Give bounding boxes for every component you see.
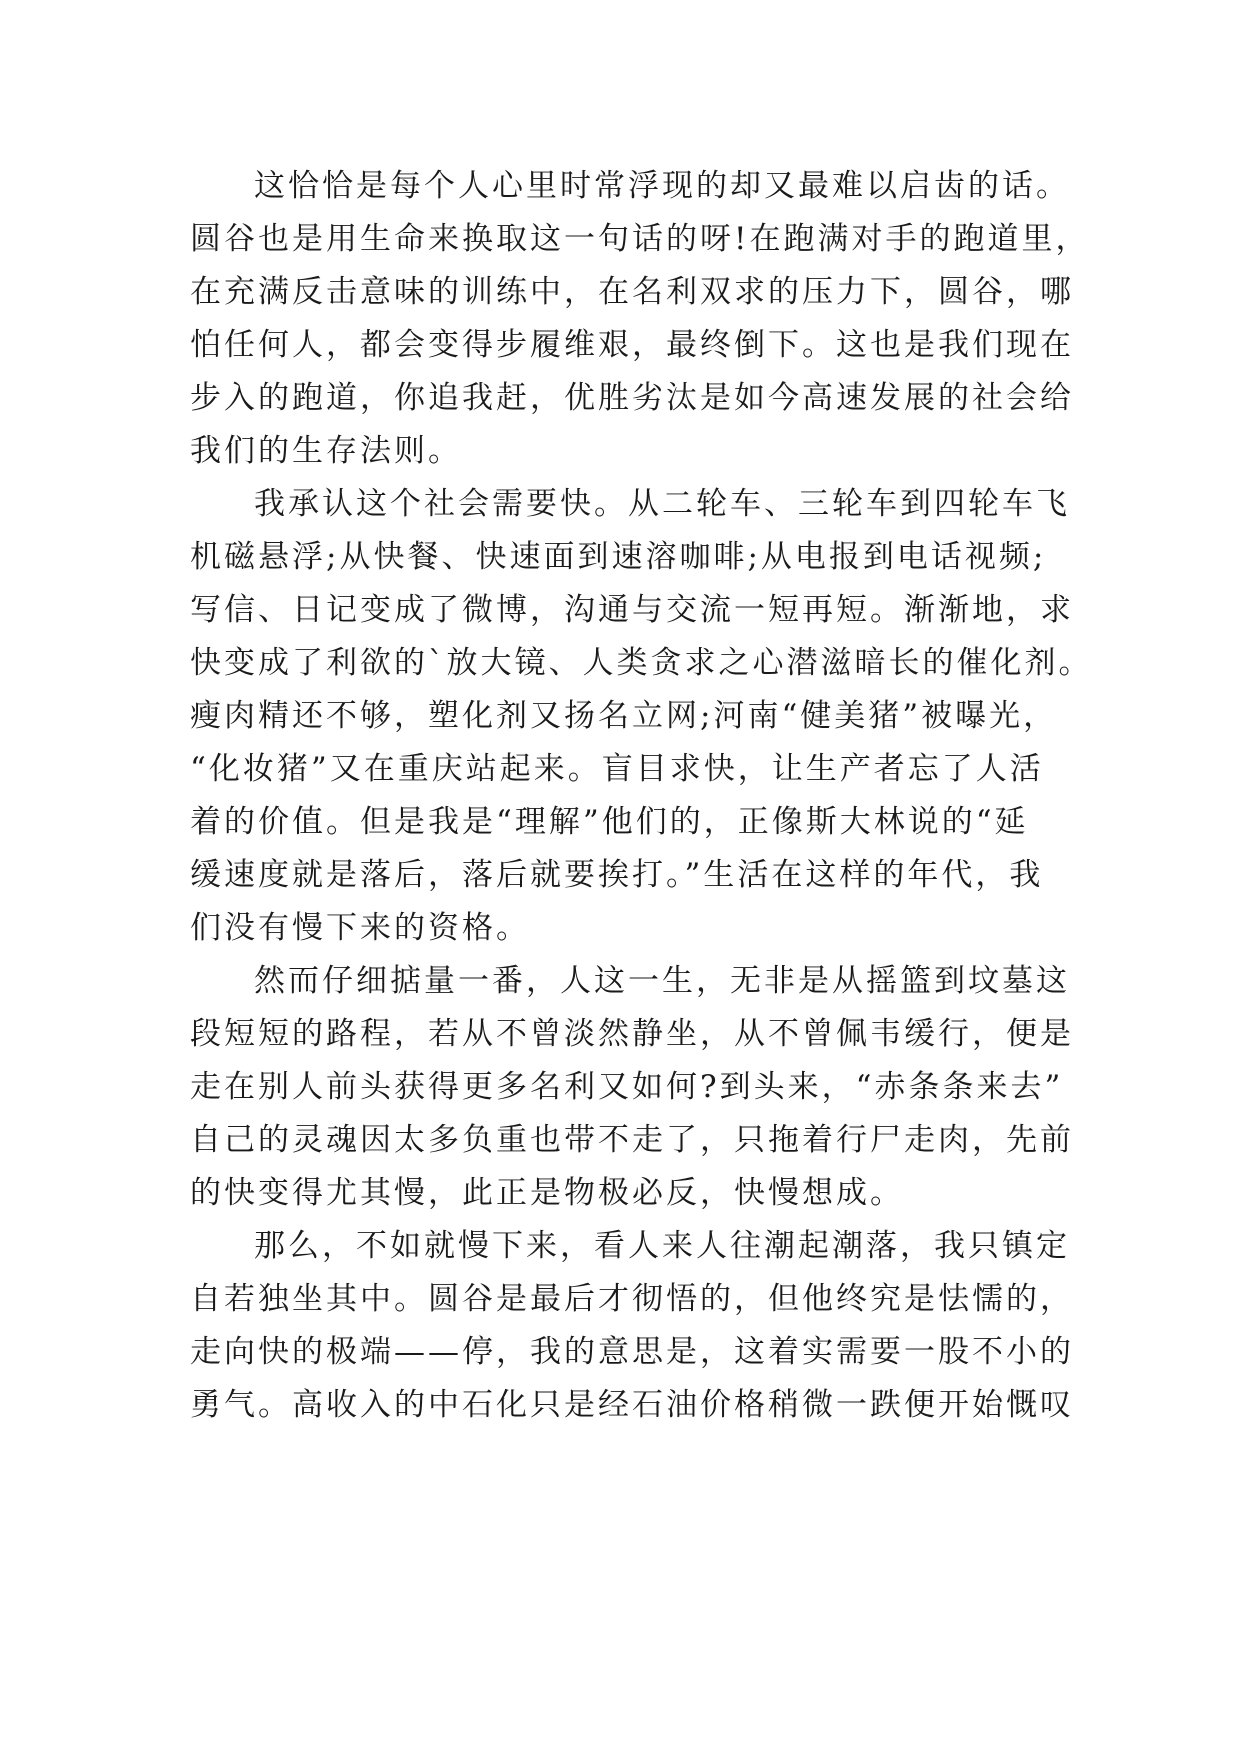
essay-body bbox=[190, 160, 1093, 1432]
paragraph-line: 勇气。高收入的中石化只是经石油价格稍微一跌便开始慨叹 bbox=[190, 1387, 1074, 1423]
paragraph-line: 段短短的路程，若从不曾淡然静坐，从不曾佩韦缓行，便是 bbox=[190, 1016, 1074, 1052]
paragraph-line: 自己的灵魂因太多负重也带不走了，只拖着行尸走肉，先前 bbox=[190, 1122, 1074, 1158]
paragraph-line: 们没有慢下来的资格。 bbox=[190, 910, 530, 946]
paragraph-line: 着的价值。但是我是“理解”他们的，正像斯大林说的“延 bbox=[190, 804, 1029, 840]
paragraph-line: 我承认这个社会需要快。从二轮车、三轮车到四轮车飞 bbox=[254, 486, 1070, 522]
paragraph-line: 自若独坐其中。圆谷是最后才彻悟的，但他终究是怯懦的， bbox=[190, 1281, 1074, 1317]
paragraph-line: 机磁悬浮;从快餐、快速面到速溶咖啡;从电报到电话视频; bbox=[190, 539, 1047, 575]
paragraph-line: “化妆猪”又在重庆站起来。盲目求快，让生产者忘了人活 bbox=[190, 751, 1044, 787]
paragraph-line: 缓速度就是落后，落后就要挨打。”生活在这样的年代，我 bbox=[190, 857, 1044, 893]
paragraph-line: 步入的跑道，你追我赶，优胜劣汰是如今高速发展的社会给 bbox=[190, 380, 1074, 416]
paragraph-line: 怕任何人，都会变得步履维艰，最终倒下。这也是我们现在 bbox=[190, 327, 1074, 363]
paragraph-line: 瘦肉精还不够，塑化剂又扬名立网;河南“健美猪”被曝光， bbox=[190, 698, 1058, 734]
paragraph-line: 的快变得尤其慢，此正是物极必反，快慢想成。 bbox=[190, 1175, 904, 1211]
paragraph-line: 圆谷也是用生命来换取这一句话的呀!在跑满对手的跑道里， bbox=[190, 221, 1090, 257]
paragraph-line: 我们的生存法则。 bbox=[190, 433, 462, 469]
paragraph-line: 在充满反击意味的训练中，在名利双求的压力下，圆谷，哪 bbox=[190, 274, 1074, 310]
paragraph-line: 那么，不如就慢下来，看人来人往潮起潮落，我只镇定 bbox=[254, 1228, 1070, 1264]
paragraph-line: 这恰恰是每个人心里时常浮现的却又最难以启齿的话。 bbox=[254, 168, 1070, 204]
paragraph-line: 走向快的极端——停，我的意思是，这着实需要一股不小的 bbox=[190, 1334, 1074, 1370]
paragraph-line: 然而仔细掂量一番，人这一生，无非是从摇篮到坟墓这 bbox=[254, 963, 1070, 999]
paragraph-line: 快变成了利欲的`放大镜、人类贪求之心潜滋暗长的催化剂。 bbox=[190, 645, 1093, 681]
paragraph-line: 走在别人前头获得更多名利又如何?到头来，“赤条条来去” bbox=[190, 1069, 1064, 1105]
paragraph-line: 写信、日记变成了微博，沟通与交流一短再短。渐渐地，求 bbox=[190, 592, 1074, 628]
